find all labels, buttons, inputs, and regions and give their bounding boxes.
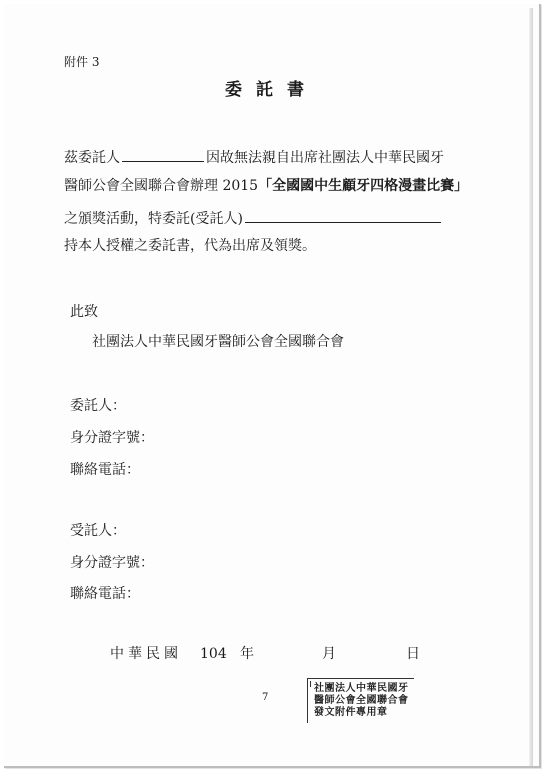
- principal-name-blank: [122, 148, 204, 162]
- agent-name-label: 受託人：: [70, 523, 126, 539]
- document-page: [4, 4, 541, 768]
- date-month-unit: 月: [322, 646, 340, 662]
- seal-line-1: 社團法人中華民國牙: [314, 683, 409, 694]
- body-line-2: [64, 178, 468, 194]
- date-year-unit: 年: [240, 646, 258, 662]
- seal-text: [314, 683, 414, 719]
- agent-phone-label: 聯絡電話：: [70, 586, 140, 602]
- principal-id-label: 身分證字號：: [70, 430, 154, 446]
- body-line-1: [64, 148, 444, 166]
- line1-prefix: 茲委託人: [64, 150, 120, 166]
- seal-line-2: 醫師公會全國聯合會: [314, 695, 409, 706]
- principal-phone-label: 聯絡電話：: [70, 462, 140, 478]
- seal-line-3: 發文附件專用章: [314, 707, 388, 718]
- recipient-organization: 社團法人中華民國牙醫師公會全國聯合會: [92, 334, 344, 350]
- agent-id-label: 身分證字號：: [70, 555, 154, 571]
- document-title: 委託書: [225, 80, 318, 100]
- attachment-label: 附件 3: [64, 55, 100, 69]
- line1-suffix: 因故無法親自出席社團法人中華民國牙: [206, 150, 444, 166]
- salutation: 此致: [70, 304, 98, 320]
- official-seal-stamp: [307, 678, 414, 723]
- date-year: 104: [200, 646, 227, 662]
- principal-name-label: 委託人：: [70, 398, 126, 414]
- body-line-3: [64, 209, 441, 227]
- date-day-unit: 日: [406, 646, 424, 662]
- scan-edge-shadow: [529, 8, 533, 766]
- line3-prefix: 之頒獎活動，特委託(受託人): [64, 211, 243, 227]
- body-line-4: 持本人授權之委託書，代為出席及領獎。: [64, 238, 316, 254]
- contest-name: 「全國國中生顧牙四格漫畫比賽」: [258, 178, 469, 194]
- line2-prefix: 醫師公會全國聯合會辦理 2015: [64, 178, 259, 194]
- agent-name-blank: [245, 209, 441, 223]
- page-number: 7: [262, 692, 269, 703]
- date-era: 中華民國: [110, 646, 182, 662]
